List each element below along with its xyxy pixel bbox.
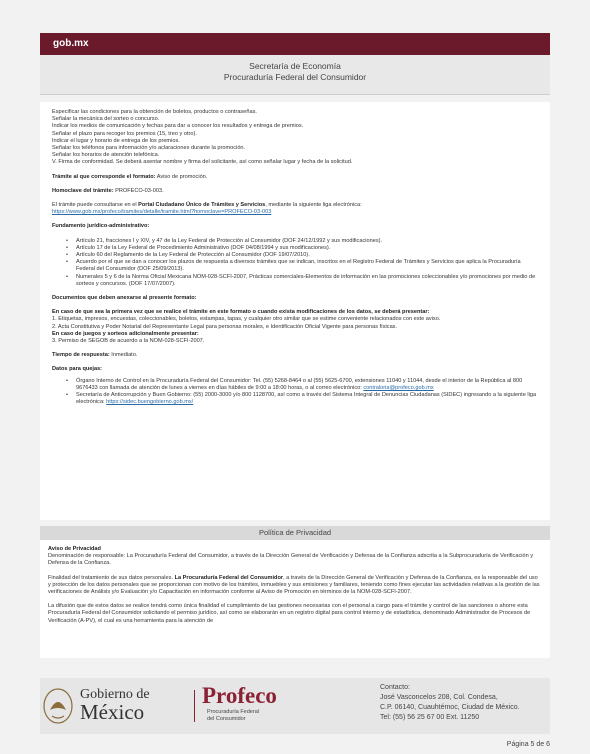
privacy-card (40, 540, 550, 658)
privacy-paragraph: Denominación de responsable: La Procuraduría Federal del Consumidor, a través de la Dirección General de Verificación y Defensa de la Confianza adscrita a la Subprocuraduría de Verificación y Defensa de la Confianza. (48, 553, 534, 567)
list-item: • Acuerdo por el que se dan a conocer los plazos de respuesta a diversos trámites que se indican, inscritos en el Registro Federal de Trámites y Servicios que aplica la Procuraduría Federal del Consumidor (DOF 25/09/2013). (66, 259, 540, 273)
fundamento-list (52, 238, 540, 288)
homoclave-value: PROFECO-03-003. (115, 187, 164, 194)
contact-block (380, 683, 520, 723)
respuesta-row (52, 352, 540, 359)
main-content-card (40, 102, 550, 520)
tramite-value: Aviso de promoción. (156, 173, 208, 180)
privacy-section-header: Política de Privacidad (40, 526, 550, 540)
requirement-line: V. Firma de conformidad. Se deberá asentar nombre y firma del solicitante, así como señalar lugar y fecha de la solicitud. (52, 159, 353, 166)
tramite-row (52, 174, 540, 181)
gob-mx-logo[interactable]: gob.mx (53, 38, 89, 49)
requirement-line: Indicar el lugar y horario de entrega de los premios. (52, 137, 180, 144)
list-item: • Órgano Interno de Control en la Procuraduría Federal del Consumidor: Tel. (55) 5268-8464 o al (55) 5625-6700, extensiones 11040 y 11044, desde el interior de la República al 800 9676433 con llamada de atención de lunes a viernes en días hábiles de 9:00 a 18:00 horas, o al correo electrónico: contraloria@profeco.gob.mx (66, 378, 540, 392)
requirement-line: Señalar los horarios de atención telefónica. (52, 152, 160, 159)
sidec-link[interactable]: https://sidec.buengobierno.gob.mx/ (106, 399, 194, 406)
contact-line: C.P. 06140, Cuauhtémoc, Ciudad de México. (380, 704, 520, 711)
header-ministry: Secretaría de Economía (249, 61, 341, 71)
requirement-line: Señalar los teléfonos para información y/o aclaraciones durante la promoción. (52, 145, 246, 152)
top-bar (40, 33, 550, 55)
documentos-primera-title: En caso de que sea la primera vez que se realice el trámite en este formato o cuando exista modificaciones de los datos, se deberá presentar: (52, 309, 430, 316)
tramite-label: Trámite al que corresponde el formato: (52, 173, 156, 180)
page-number: Página 5 de 6 (506, 741, 550, 748)
contact-line: José Vasconcelos 208, Col. Condesa, (380, 694, 498, 701)
documento-item: 1. Etiquetas, impresos, encuestas, coleccionables, boletos, estampas, tapas, y cualquier otro similar que se estime conveniente relacionados con este aviso. (52, 316, 441, 323)
documento-item: 2. Acta Constitutiva y Poder Notarial del Representante Legal para personas morales, e Identificación Oficial Vigente para personas físicas. (52, 323, 398, 330)
contact-title: Contacto: (380, 684, 410, 691)
quejas-list (52, 378, 540, 407)
homoclave-row (52, 188, 540, 195)
email-link[interactable]: contraloria@profeco.gob.mx (363, 384, 434, 391)
documentos-title: Documentos que deben anexarse al presente formato: (52, 295, 197, 302)
header-agency: Procuraduría Federal del Consumidor (223, 72, 367, 82)
eagle-seal-icon (42, 686, 74, 726)
profeco-subtitle: Procuraduría Federal del Consumidor (207, 709, 259, 722)
footer (40, 678, 550, 734)
presentacion-text: El trámite puede consultarse en el Portal Ciudadano Único de Trámites y Servicios, mediante la siguiente liga electrónica: (52, 202, 362, 209)
requirement-line: Señalar la mecánica del sorteo o concurso. (52, 116, 160, 123)
documentos-juegos-title: En caso de juegos y sorteos adicionalmente presentar: (52, 330, 199, 337)
footer-divider (194, 690, 195, 722)
document-header (40, 55, 550, 95)
list-item: • Artículo 60 del Reglamento de la Ley Federal de Protección al Consumidor (DOF 19/07/2010). (66, 252, 540, 259)
list-item: • Artículo 21, fracciones I y XIV, y 47 de la Ley Federal de Protección al Consumidor (DOF 24/12/1992 y sus modificaciones). (66, 238, 540, 245)
requirement-line: Indicar los medios de comunicación y fechas para dar a conocer los resultados y entrega de premios. (52, 123, 304, 130)
quejas-title: Datos para quejas: (52, 366, 103, 373)
profeco-logo: Profeco (202, 683, 277, 708)
gobierno-logo-line1: Gobierno de (80, 687, 150, 702)
fundamento-title: Fundamento jurídico-administrativo: (52, 223, 150, 230)
list-item: • Secretaría de Anticorrupción y Buen Gobierno: (55) 2000-3000 y/o 800 1128700, así como a través del Sistema Integral de Denuncias Ciudadanas (SIDEC) ingresando a la siguiente liga electrónica: https://sidec.buengobierno.gob.mx/ (66, 392, 540, 406)
gobierno-logo-line2: México (80, 700, 145, 724)
contact-line: Tel: (55) 56 25 67 00 Ext. 11250 (380, 714, 480, 721)
list-item: • Artículo 17 de la Ley Federal de Procedimiento Administrativo (DOF 04/08/1994 y sus modificaciones). (66, 245, 540, 252)
documento-item: 3. Permiso de SEGOB de acuerdo a la NOM-028-SCFI-2007. (52, 338, 205, 345)
privacy-paragraph: Finalidad del tratamiento de sus datos personales. La Procuraduría Federal del Consumidor, a través de la Dirección General de Verificación y Defensa de la Confianza, es la responsable del uso y protección de los datos personales que se proporcionan con motivo de los trámites, inmuebles y sus emisiones y familiares, teniendo como fines ejecutar las actividades relativas a la gestión de las verificaciones de Análisis y/o Evaluación y/o Capacitación en información conforme al Aviso de Promoción en términos de la NOM-028-SCFI-2007. (48, 574, 540, 596)
requirement-line: Señalar el plazo para recoger los premios (15, treo y otro). (52, 130, 197, 137)
tramite-link[interactable]: https://www.gob.mx/profeco/tramites/detalle/tramite.html?homoclave=PROFECO-03-003 (52, 209, 272, 216)
privacy-paragraph: La difusión que de estos datos se realice tendrá como única finalidad el cumplimiento de las gestiones necesarias con el personal a cargo para el trámite y control de las sanciones o ahorre esta Procuraduría Federal del Consumidor solicitando el permiso jurídico, así como se elaborarán en un registro digital para control interno y de estadística, denominado Administrador de Procesos de Verificación (A-PV), el cual es una herramienta para la atención de (48, 603, 531, 624)
aviso-title: Aviso de Privacidad (48, 546, 101, 552)
requirement-line: Especificar las condiciones para la obtención de boletos, productos o contraseñas. (52, 109, 257, 115)
respuesta-value: Inmediato. (111, 352, 138, 359)
list-item: • Numerales 5 y 6 de la Norma Oficial Mexicana NOM-028-SCFI-2007, Prácticas comerciales-Elementos de información en las promociones coleccionables y/o promociones por medio de sorteos y concursos. (DOF 17/07/2007). (66, 274, 540, 288)
homoclave-label: Homoclave del trámite: (52, 187, 114, 194)
respuesta-label: Tiempo de respuesta: (52, 352, 110, 359)
